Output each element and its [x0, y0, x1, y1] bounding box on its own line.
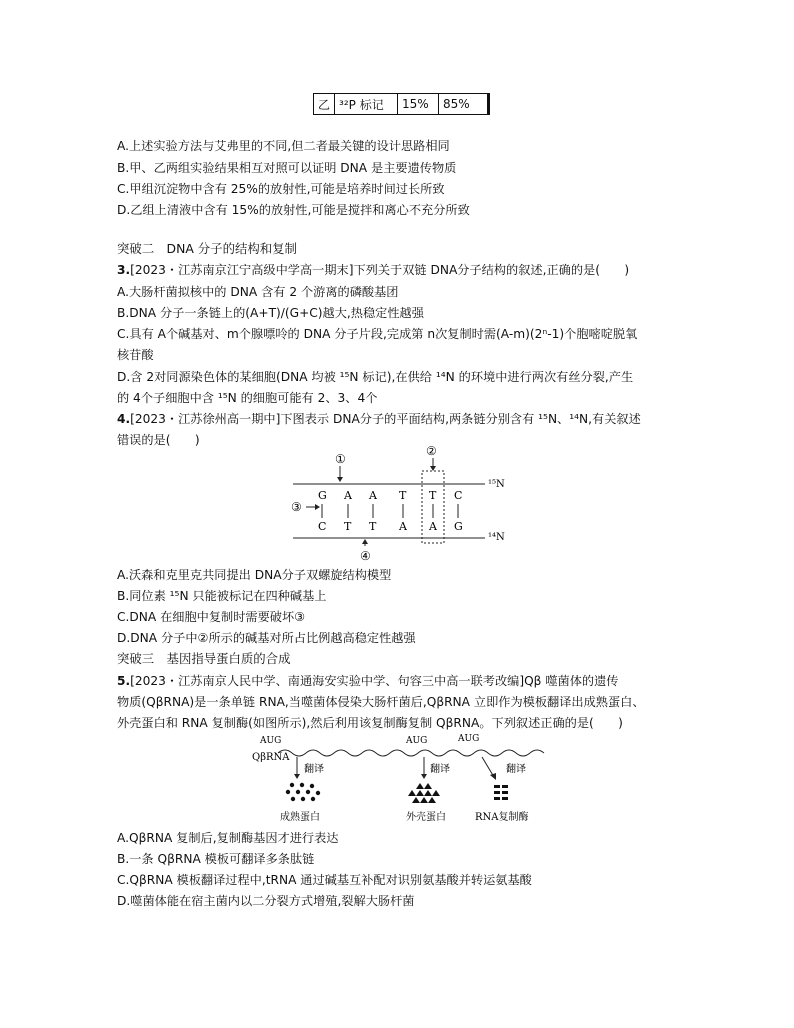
- table-cell-value-1: 15%: [398, 94, 439, 115]
- translate-arrowhead-1: [294, 774, 300, 779]
- question-5-stem-cont-1: 物质(QβRNA)是一条单链 RNA,当噬菌体侵染大肠杆菌后,QβRNA 立即作为模板翻译出成熟蛋白、: [117, 695, 645, 709]
- option-a: A.大肠杆菌拟核中的 DNA 含有 2 个游离的磷酸基团: [117, 285, 399, 299]
- replicase-bars: [494, 785, 508, 800]
- marker-3-arrowhead: [315, 504, 320, 510]
- top-base-T: T: [399, 489, 407, 502]
- table-cell-value-2: 85%: [439, 94, 489, 115]
- option-d: D.DNA 分子中②所示的碱基对所占比例越高稳定性越强: [117, 631, 416, 645]
- marker-4: ④: [360, 549, 371, 563]
- top-base-C: C: [454, 489, 463, 502]
- dna-structure-figure: [285, 443, 515, 565]
- rna-translation-figure: [250, 727, 550, 827]
- translate-label-1: 翻译: [304, 764, 324, 775]
- question-text: [2023・江苏南京江宁高级中学高一期末]下列关于双链 DNA分子结构的叙述,正确的是( ): [130, 263, 630, 277]
- bottom-base-T: T: [344, 520, 352, 533]
- product-label-3: RNA复制酶: [475, 812, 529, 823]
- mature-protein-dots: [286, 783, 320, 801]
- option-c-cont: 核苷酸: [117, 348, 154, 362]
- marker-1: ①: [335, 452, 346, 466]
- option-b: B.甲、乙两组实验结果相互对照可以证明 DNA 是主要遗传物质: [117, 161, 457, 175]
- question-text: [2023・江苏徐州高一期中]下图表示 DNA分子的平面结构,两条链分别含有 ¹⁵N、¹⁴N,有关叙述: [130, 412, 641, 426]
- bottom-base-A: A: [429, 520, 437, 533]
- option-c: C.具有 A个碱基对、m个腺嘌呤的 DNA 分子片段,完成第 n次复制时需(A-m)(2ⁿ-1)个胞嘧啶脱氧: [117, 327, 638, 341]
- marker-1-arrowhead: [337, 477, 343, 482]
- question-5-stem-cont-2: 外壳蛋白和 RNA 复制酶(如图所示),然后利用该复制酶复制 QβRNA。下列叙述正确的是( ): [117, 716, 623, 730]
- marker-2: ②: [426, 444, 437, 458]
- option-a: A.QβRNA 复制后,复制酶基因才进行表达: [117, 831, 339, 845]
- translate-label-2: 翻译: [430, 764, 450, 775]
- question-number: 4.: [117, 412, 131, 426]
- option-a: A.上述实验方法与艾弗里的不同,但二者最关键的设计思路相同: [117, 139, 450, 153]
- codon-label-2: AUG: [406, 736, 428, 746]
- bottom-base-C: C: [318, 520, 327, 533]
- marker-2-arrowhead: [430, 466, 436, 471]
- option-b: B.同位素 ¹⁵N 只能被标记在四种碱基上: [117, 589, 327, 603]
- option-d: D.含 2对同源染色体的某细胞(DNA 均被 ¹⁵N 标记),在供给 ¹⁴N 的环境中进行两次有丝分裂,产生: [117, 370, 634, 384]
- translate-arrowhead-3: [490, 773, 496, 780]
- marker-3: ③: [291, 500, 302, 514]
- option-d-cont: 的 4个子细胞中含 ¹⁵N 的细胞可能有 2、3、4个: [117, 391, 378, 405]
- experiment-table-row: [313, 93, 490, 115]
- option-b: B.DNA 分子一条链上的(A+T)/(G+C)越大,热稳定性越强: [117, 306, 424, 320]
- top-base-A: A: [369, 489, 377, 502]
- top-strand-label: ¹⁵N: [488, 479, 505, 490]
- translate-label-3: 翻译: [506, 764, 526, 775]
- question-5-stem: [117, 673, 618, 689]
- codon-label-3: AUG: [458, 734, 480, 744]
- product-label-2: 外壳蛋白: [406, 812, 446, 823]
- bottom-base-T: T: [369, 520, 377, 533]
- marker-4-arrowhead: [362, 539, 368, 544]
- bottom-strand-label: ¹⁴N: [488, 532, 505, 543]
- question-3-stem: [117, 262, 629, 278]
- bottom-base-G: G: [454, 520, 463, 533]
- top-base-A: A: [344, 489, 352, 502]
- top-base-G: G: [318, 489, 327, 502]
- question-4-stem: [117, 411, 641, 427]
- section-title-3: 突破三 基因指导蛋白质的合成: [117, 651, 291, 666]
- table-cell-label: ³²P 标记: [335, 94, 398, 115]
- question-4-stem-cont: 错误的是( ): [117, 433, 200, 447]
- rna-strand: [278, 750, 544, 756]
- option-c: C.甲组沉淀物中含有 25%的放射性,可能是培养时间过长所致: [117, 182, 445, 196]
- translate-arrow-3: [482, 757, 494, 777]
- top-base-T: T: [429, 489, 437, 502]
- coat-protein-triangles: [408, 783, 440, 803]
- option-a: A.沃森和克里克共同提出 DNA分子双螺旋结构模型: [117, 568, 392, 582]
- question-text: [2023・江苏南京人民中学、南通海安实验中学、句容三中高一联考改编]Qβ 噬菌体的遗传: [130, 674, 619, 688]
- option-d: D.噬菌体能在宿主菌内以二分裂方式增殖,裂解大肠杆菌: [117, 894, 415, 908]
- codon-label-1: AUG: [260, 736, 282, 746]
- question-number: 5.: [117, 674, 131, 688]
- option-c: C.QβRNA 模板翻译过程中,tRNA 通过碱基互补配对识别氨基酸并转运氨基酸: [117, 873, 532, 887]
- product-label-1: 成熟蛋白: [280, 812, 320, 823]
- translate-arrowhead-2: [421, 774, 427, 779]
- question-number: 3.: [117, 263, 131, 277]
- table-cell-group: 乙: [314, 94, 335, 115]
- bottom-base-A: A: [399, 520, 407, 533]
- option-b: B.一条 QβRNA 模板可翻译多条肽链: [117, 852, 315, 866]
- option-d: D.乙组上清液中含有 15%的放射性,可能是搅拌和离心不充分所致: [117, 203, 470, 217]
- section-title-2: 突破二 DNA 分子的结构和复制: [117, 241, 297, 256]
- rna-label: QβRNA: [252, 752, 290, 763]
- option-c: C.DNA 在细胞中复制时需要破坏③: [117, 610, 306, 624]
